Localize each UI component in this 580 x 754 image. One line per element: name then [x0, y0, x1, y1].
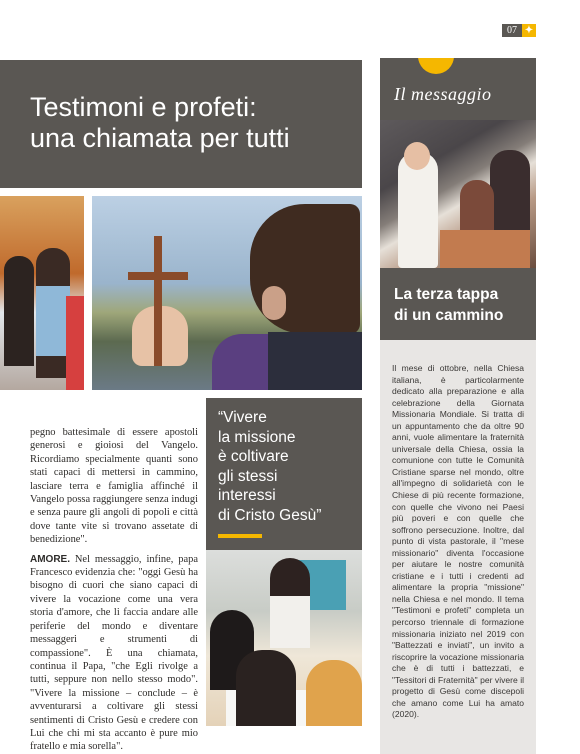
child-figure — [66, 296, 84, 390]
child-figure — [4, 256, 34, 366]
quote-line: gli stessi — [218, 467, 278, 485]
article-paragraph-2 — [30, 553, 198, 754]
child-shirt — [36, 286, 70, 356]
quote-line: la missione — [218, 428, 296, 446]
paragraph-text: Nel messaggio, infine, papa Francesco evidenzia che: "oggi Gesù ha bisogno di cuori che siano capaci di vivere la vocazione come una vera storia d'amore, che li faccia andare alle periferie del mondo e diventare messaggeri e strumenti di compassione". È una chiamata, continua il Papa, "che Egli rivolge a tutti, seppure non nello stesso modo". "Vivere la missione – conclude – è avventurarsi a coltivare gli stessi sentimenti di Cristo Gesù e credere con Lui che chi mi sta accanto è pure mio fratello e mia sorella". — [30, 553, 198, 753]
page-tab-icon: ✦ — [522, 24, 536, 37]
title-line-1: Testimoni e profeti: — [30, 92, 257, 122]
child-figure — [236, 650, 296, 726]
article-body — [30, 426, 198, 754]
pull-quote — [218, 408, 358, 525]
man-collar — [268, 332, 362, 390]
photo-children — [0, 196, 84, 390]
quote-line: di Cristo Gesù” — [218, 506, 322, 524]
quote-line: “Vivere — [218, 409, 267, 426]
crucifix-icon — [154, 236, 162, 366]
paragraph-lead: AMORE. — [30, 553, 70, 565]
photo-crucifix — [92, 196, 362, 390]
quote-line: interessi — [218, 487, 276, 504]
man-ear — [262, 286, 286, 320]
crowd-figure — [440, 230, 530, 268]
sidebar-heading: Il messaggio — [394, 84, 492, 104]
sidebar-subtitle-line-2: di un cammino — [394, 307, 504, 324]
crowd-figure — [490, 150, 530, 240]
quote-line: è coltivare — [218, 448, 289, 465]
sun-icon — [418, 58, 454, 74]
photo-pope-crowd — [380, 120, 536, 268]
photo-classroom — [206, 550, 362, 726]
sidebar-header — [380, 58, 536, 120]
sidebar-subtitle-line-1: La terza tappa — [394, 286, 499, 303]
quote-accent-bar — [218, 534, 262, 538]
pope-head — [404, 142, 430, 170]
teacher-shirt — [270, 596, 310, 648]
child-figure — [306, 660, 362, 726]
sidebar-subtitle — [394, 284, 532, 326]
crucifix-crossbar — [128, 272, 188, 280]
page-number: 07 — [502, 24, 522, 37]
title-line-2: una chiamata per tutti — [30, 123, 290, 153]
sidebar-body-text: Il mese di ottobre, nella Chiesa italiana, è particolarmente dedicato alla preparazione e alla celebrazione della Giornata Missionaria Mondiale. Si tratta di un appuntamento che da oltre 90 anni, vuole alimentare la fraternità universale della Chiesa, ossia la comunione con tutte le Comunità Cristiane sparse nel mondo, oltre all'impegno di solidarietà con le Chiese di più recente formazione, con quelle che vivono nei Paesi più poveri e con quelle che soffrono persecuzione. Inoltre, dal punto di vista pastorale, il "mese missionario" diventa l'occasione per aiutare le nostre comunità cristiane e i tutti i credenti ad alimentare la propria "missione" nella Chiesa e nel mondo. Il tema "Testimoni e profeti" completa un percorso triennale di formazione missionaria iniziato nel 2019 con "Battezzati e inviati", un invito a riscoprire la vocazione missionaria che è di tutti i battezzati, e "Tessitori di Fraternità" per vivere il progetto di Gesù come discepoli che amano come Lui ha amato (2020). — [392, 363, 524, 720]
page-title — [30, 92, 350, 154]
article-paragraph-1: pegno battesimale di essere apostoli generosi e gioiosi del Vangelo. Ricordiamo specialmente quanti sono stati capaci di mettersi in cammino, lasciare terra e famiglia affinché il Vangelo possa raggiungere senza indugi e senza paure gli angoli di popoli e città dove tante vite si trovano assetate di benedizione". — [30, 427, 198, 546]
